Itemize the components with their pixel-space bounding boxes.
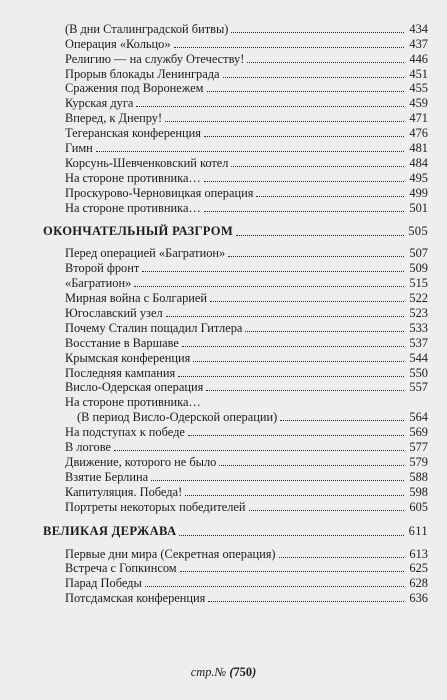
toc-entry — [43, 424, 428, 439]
toc-entry-page: 588 — [409, 469, 428, 484]
toc-entry — [43, 290, 428, 305]
toc-entry-page: 437 — [409, 36, 428, 51]
dot-leader — [280, 419, 404, 421]
toc-entry-label: Второй фронт — [65, 261, 140, 276]
toc-entry-label: Корсунь-Шевченковский котел — [65, 155, 229, 170]
toc-entry-page: 509 — [409, 261, 428, 276]
toc-entry — [43, 575, 428, 590]
dot-leader — [256, 195, 404, 197]
toc-entry — [43, 439, 428, 454]
toc-entry-page: 501 — [409, 200, 428, 215]
toc-entry — [43, 140, 428, 155]
toc-entry-label: Первые дни мира (Секретная операция) — [65, 546, 276, 561]
toc-entry — [43, 350, 428, 365]
toc-entry — [43, 110, 428, 125]
toc-entry — [43, 561, 428, 576]
dot-leader — [210, 300, 404, 302]
dot-leader — [204, 210, 404, 212]
toc-entry-label: Встреча с Гопкинсом — [65, 561, 177, 576]
dot-leader — [247, 61, 404, 63]
toc-entry-label: «Багратион» — [65, 276, 132, 291]
dot-leader — [206, 389, 404, 391]
toc-entry-split-line2 — [43, 409, 428, 424]
section-heading-great-power — [43, 523, 428, 539]
toc-entry — [43, 546, 428, 561]
toc-entry-label: Последняя кампания — [65, 365, 176, 380]
toc-entry-label: Крымская конференция — [65, 350, 191, 365]
toc-entry-page: 550 — [409, 365, 428, 380]
toc-entry — [43, 365, 428, 380]
dot-leader — [219, 464, 404, 466]
toc-entry — [43, 185, 428, 200]
toc-entry-page: 481 — [409, 141, 428, 156]
toc-entry — [43, 499, 428, 514]
toc-entry-label: Взятие Берлина — [65, 469, 149, 484]
dot-leader — [114, 449, 404, 451]
toc-entry — [43, 81, 428, 96]
dot-leader — [178, 375, 404, 377]
dot-leader — [204, 135, 404, 137]
dot-leader — [136, 105, 404, 107]
toc-entry — [43, 246, 428, 261]
toc-entry-page: 636 — [409, 591, 428, 606]
toc-entry — [43, 36, 428, 51]
dot-leader — [245, 330, 404, 332]
toc-entry — [43, 21, 428, 36]
dot-leader — [188, 434, 404, 436]
dot-leader — [142, 270, 404, 272]
toc-entry-label: Проскурово-Черновицкая операция — [65, 185, 254, 200]
toc-entry-page: 515 — [409, 276, 428, 291]
dot-leader — [231, 31, 404, 33]
toc-entry-label: Потсдамская конференция — [65, 591, 206, 606]
dot-leader — [228, 255, 404, 257]
toc-entry-label: На стороне противника… — [65, 200, 201, 215]
toc-entry-label: Капитуляция. Победа! — [65, 484, 183, 499]
toc-entry-page: 577 — [409, 440, 428, 455]
dot-leader — [193, 360, 404, 362]
toc-group-final-defeat — [43, 246, 428, 395]
dot-leader — [145, 585, 404, 587]
dot-leader — [166, 315, 404, 317]
toc-entry — [43, 51, 428, 66]
toc-entry-page: 537 — [409, 335, 428, 350]
toc-entry-label: На стороне противника… — [65, 395, 201, 410]
toc-entry-label: Движение, которого не было — [65, 454, 217, 469]
dot-leader — [182, 345, 404, 347]
toc-entry — [43, 484, 428, 499]
section-title: ОКОНЧАТЕЛЬНЫЙ РАЗГРОМ — [43, 223, 234, 238]
toc-entry-page: 533 — [409, 320, 428, 335]
toc-entry-page: 628 — [409, 576, 428, 591]
toc-entry-page: 564 — [409, 410, 428, 425]
toc-entry — [43, 170, 428, 185]
footer-prefix: стр.№ — [190, 665, 227, 679]
toc-group-great-power — [43, 546, 428, 606]
table-of-contents — [43, 21, 428, 605]
toc-entry-page: 507 — [409, 246, 428, 261]
toc-entry — [43, 469, 428, 484]
toc-entry-page: 569 — [409, 425, 428, 440]
toc-entry-label: Гимн — [65, 141, 93, 156]
footer-page-count: 750 — [233, 665, 253, 679]
toc-entry-page: 605 — [409, 499, 428, 514]
section-page-number: 611 — [408, 523, 428, 538]
dot-leader — [174, 46, 404, 48]
toc-entry-page: 557 — [409, 380, 428, 395]
toc-entry-page: 446 — [409, 51, 428, 66]
dot-leader — [179, 534, 404, 536]
section-title: ВЕЛИКАЯ ДЕРЖАВА — [43, 523, 177, 538]
toc-entry-label: Религию — на службу Отечеству! — [65, 51, 245, 66]
footer-close-paren: ) — [252, 665, 257, 679]
toc-entry-page: 499 — [409, 185, 428, 200]
toc-entry-page: 451 — [409, 66, 428, 81]
dot-leader — [208, 600, 404, 602]
toc-entry-label: Курская дуга — [65, 96, 134, 111]
dot-leader — [236, 234, 404, 236]
toc-entry-label: Сражения под Воронежем — [65, 81, 204, 96]
toc-entry-page: 625 — [409, 561, 428, 576]
page-footer — [0, 665, 447, 680]
toc-entry-page: 544 — [409, 350, 428, 365]
toc-entry-page: 523 — [409, 306, 428, 321]
toc-entry — [43, 305, 428, 320]
toc-entry — [43, 155, 428, 170]
dot-leader — [165, 120, 404, 122]
dot-leader — [96, 150, 404, 152]
toc-entry — [43, 200, 428, 215]
toc-entry-page: 579 — [409, 454, 428, 469]
toc-entry — [43, 260, 428, 275]
toc-entry-label: Парад Победы — [65, 576, 142, 591]
dot-leader — [207, 90, 404, 92]
toc-entry — [43, 66, 428, 81]
dot-leader — [151, 479, 404, 481]
toc-entry-label: Операция «Кольцо» — [65, 36, 171, 51]
toc-entry-label: Тегеранская конференция — [65, 126, 201, 141]
section-page-number: 505 — [408, 223, 428, 238]
toc-entry-page: 598 — [409, 484, 428, 499]
toc-entry-label: (В период Висло-Одерской операции) — [77, 410, 278, 425]
toc-entry-page: 613 — [409, 546, 428, 561]
toc-entry-label: Прорыв блокады Ленинграда — [65, 66, 220, 81]
toc-entry — [43, 454, 428, 469]
dot-leader — [231, 165, 404, 167]
toc-entry-page: 471 — [409, 111, 428, 126]
toc-entry-label: В логове — [65, 440, 111, 455]
toc-group-final-defeat-2 — [43, 424, 428, 513]
dot-leader — [223, 76, 404, 78]
footer-open-paren: ( — [229, 665, 234, 679]
toc-entry-page: 434 — [409, 21, 428, 36]
toc-entry-label: На подступах к победе — [65, 425, 185, 440]
toc-entry — [43, 125, 428, 140]
toc-entry-page: 495 — [409, 170, 428, 185]
toc-entry-label: Мирная война с Болгарией — [65, 291, 208, 306]
dot-leader — [134, 285, 404, 287]
toc-entry-label: Перед операцией «Багратион» — [65, 246, 226, 261]
toc-entry-label: (В дни Сталинградской битвы) — [65, 21, 229, 36]
toc-entry — [43, 335, 428, 350]
toc-entry-label: Портреты некоторых победителей — [65, 499, 246, 514]
toc-entry-page: 459 — [409, 96, 428, 111]
toc-entry-label: Почему Сталин пощадил Гитлера — [65, 320, 243, 335]
dot-leader — [249, 509, 404, 511]
toc-entry-page: 484 — [409, 155, 428, 170]
toc-entry-label: Восстание в Варшаве — [65, 335, 179, 350]
dot-leader — [279, 556, 404, 558]
toc-entry-page: 476 — [409, 126, 428, 141]
dot-leader — [204, 180, 404, 182]
section-heading-final-defeat — [43, 223, 428, 239]
toc-entry — [43, 275, 428, 290]
toc-entry — [43, 320, 428, 335]
dot-leader — [185, 494, 404, 496]
toc-entry-label: На стороне противника… — [65, 170, 201, 185]
toc-entry-page: 522 — [409, 291, 428, 306]
toc-entry-page: 455 — [409, 81, 428, 96]
toc-entry — [43, 380, 428, 395]
toc-entry — [43, 95, 428, 110]
toc-entry — [43, 590, 428, 605]
dot-leader — [180, 570, 404, 572]
toc-entry-label: Висло-Одерская операция — [65, 380, 204, 395]
toc-entry-label: Югославский узел — [65, 306, 163, 321]
toc-entry-label: Вперед, к Днепру! — [65, 111, 163, 126]
toc-group-continued — [43, 21, 428, 215]
toc-entry-split-line1 — [43, 394, 428, 409]
